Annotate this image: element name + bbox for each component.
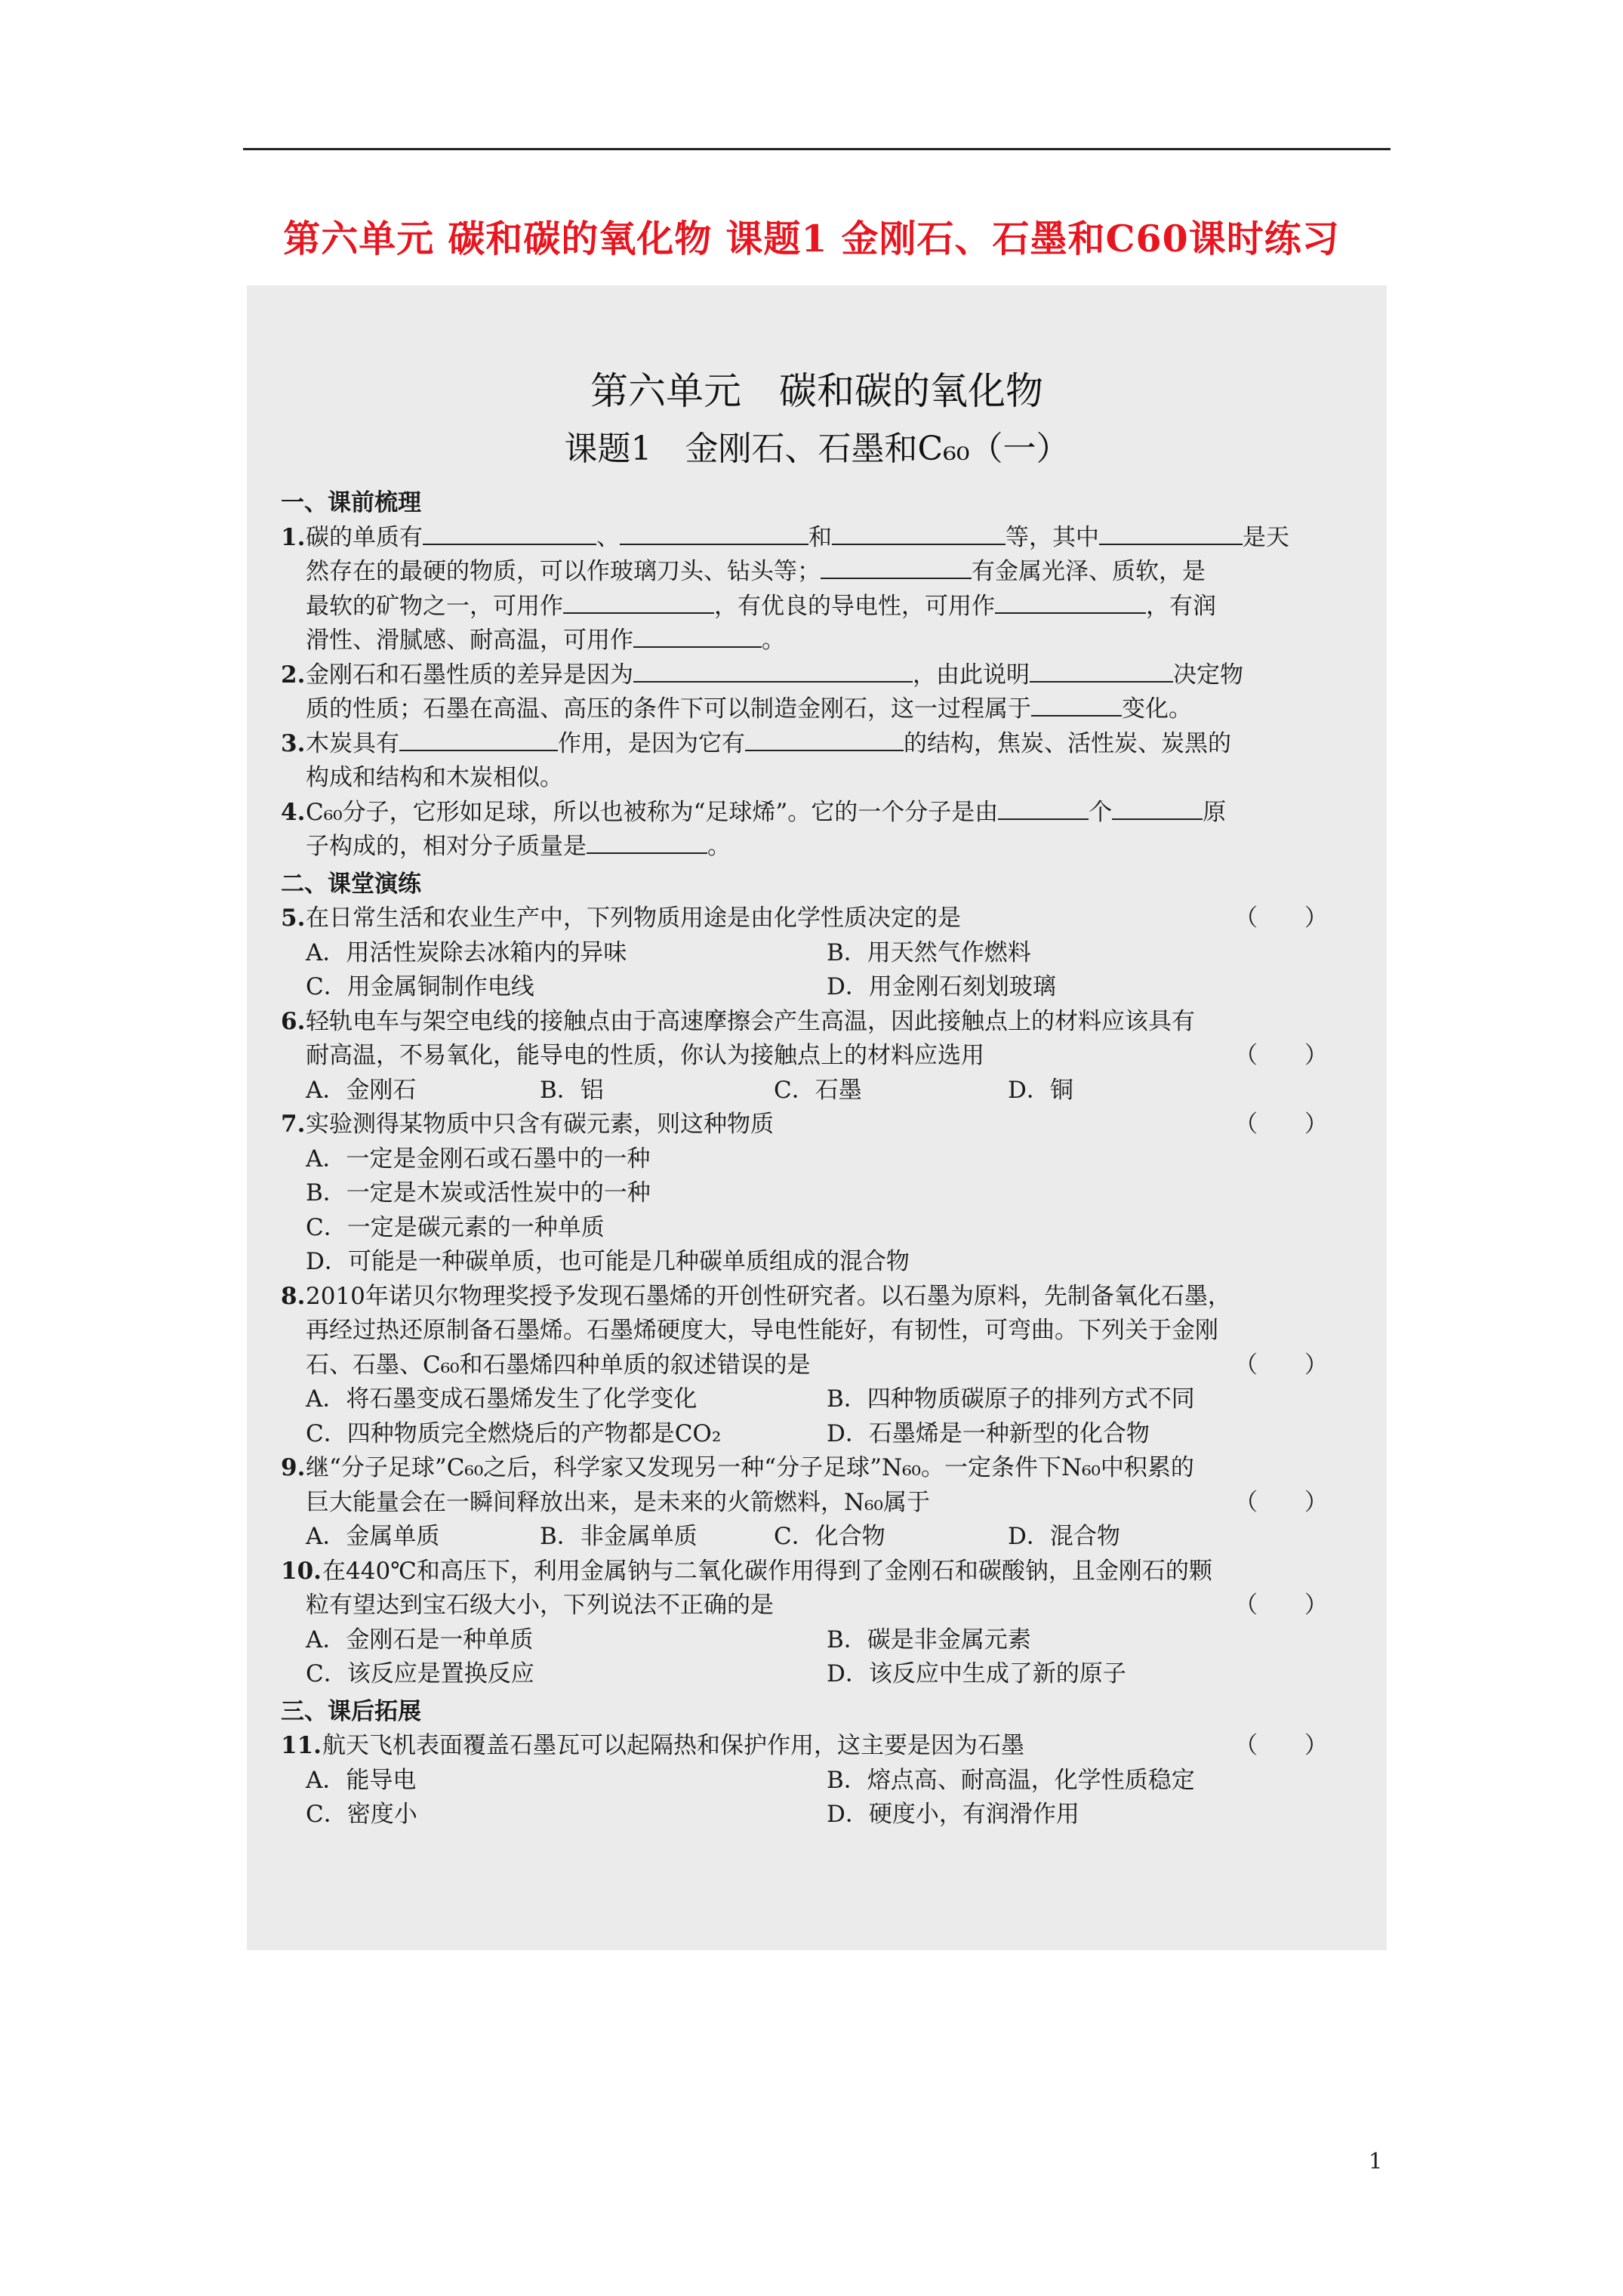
option-c: C．四种物质完全燃烧后的产物都是CO₂: [306, 1419, 722, 1447]
option-a: A．金属单质: [306, 1523, 440, 1550]
unit-title: 第六单元 碳和碳的氧化物: [590, 369, 1043, 413]
blank: [995, 590, 1146, 614]
section-heading: 三、课后拓展: [281, 1697, 421, 1725]
answer-bracket: （ ）: [1234, 1111, 1328, 1138]
question-2: 2.金刚石和石墨性质的差异是因为 ，由此说明 决定物 质的性质；石墨在高温、高压的条件下可以制造金刚石，这一过程属于 变化。: [281, 658, 1334, 727]
blank: [633, 624, 762, 648]
question-10: 10.在440℃和高压下，利用金属钠与二氧化碳作用得到了金刚石和碳酸钠，且金刚石的颗 粒有望达到宝石级大小，下列说法不正确的是 （ ） A．金刚石是一种单质 B．碳是非金属元素 C．该反应是置换反应 D．该反应中生成了新的原子: [281, 1555, 1334, 1692]
question-number: 9.: [281, 1454, 306, 1481]
option-a: A．能导电: [306, 1766, 417, 1794]
blank: [1031, 692, 1122, 717]
question-number: 5.: [281, 905, 306, 932]
question-8: 8.2010年诺贝尔物理奖授予发现石墨烯的开创性研究者。以石墨为原料，先制备氧化石墨， 再经过热还原制备石墨烯。石墨烯硬度大，导电性能好，有韧性，可弯曲。下列关于金刚 石、石墨、C₆₀和石墨烯四种单质的叙述错误的是 （ ） A．将石墨变成石墨烯发生了化学变化 B．四种物质碳原子的排列方式不同 C．四种物质完全燃烧后的产物都是CO₂ D．石墨烯是一种新型的化合物: [281, 1280, 1334, 1452]
section-heading: 一、课前梳理: [281, 489, 421, 516]
option-b: B．碳是非金属元素: [827, 1626, 1031, 1653]
question-7: 7.实验测得某物质中只含有碳元素，则这种物质 （ ） A．一定是金刚石或石墨中的一种 B．一定是木炭或活性炭中的一种 C．一定是碳元素的一种单质 D．可能是一种碳单质，也可能是几种碳单质组成的混合物: [281, 1108, 1334, 1280]
option-c: C．一定是碳元素的一种单质: [306, 1213, 605, 1241]
question-6: 6.轻轨电车与架空电线的接触点由于高速摩擦会产生高温，因此接触点上的材料应该具有 耐高温，不易氧化，能导电的性质，你认为接触点上的材料应选用 （ ） A．金刚石 B．铝 C．石墨 D．铜: [281, 1005, 1334, 1108]
answer-bracket: （ ）: [1234, 1488, 1328, 1516]
option-d: D．混合物: [1008, 1523, 1120, 1550]
lesson-title: 课题1 金刚石、石墨和C₆₀（一）: [564, 430, 1070, 468]
blank: [998, 796, 1089, 820]
answer-bracket: （ ）: [1234, 905, 1328, 932]
option-a: A．用活性炭除去冰箱内的异味: [306, 938, 627, 966]
question-number: 8.: [281, 1282, 306, 1310]
option-a: A．金刚石: [306, 1076, 417, 1104]
section-heading: 二、课堂演练: [281, 870, 421, 898]
blank: [1099, 521, 1243, 545]
option-c: C．化合物: [774, 1523, 885, 1550]
question-3: 3.木炭具有 作用，是因为它有 的结构，焦炭、活性炭、炭黑的 构成和结构和木炭相似。: [281, 727, 1334, 796]
document-title: 第六单元 碳和碳的氧化物 课题1 金刚石、石墨和C60课时练习: [283, 217, 1340, 260]
blank: [633, 658, 913, 683]
option-b: B．一定是木炭或活性炭中的一种: [306, 1179, 651, 1207]
option-d: D．该反应中生成了新的原子: [827, 1660, 1126, 1687]
option-c: C．石墨: [774, 1076, 862, 1104]
blank: [423, 521, 596, 545]
option-a: A．将石墨变成石墨烯发生了化学变化: [306, 1385, 698, 1413]
answer-bracket: （ ）: [1234, 1732, 1328, 1759]
question-9: 9.继“分子足球”C₆₀之后，科学家又发现另一种“分子足球”N₆₀。一定条件下N₆₀中积累的 巨大能量会在一瞬间释放出来，是未来的火箭燃料，N₆₀属于 （ ） A．金属单质 B．非金属单质 C．化合物 D．混合物: [281, 1451, 1334, 1555]
question-5: 5.在日常生活和农业生产中，下列物质用途是由化学性质决定的是 （ ） A．用活性炭除去冰箱内的异味 B．用天然气作燃料 C．用金属铜制作电线 D．用金刚石刻划玻璃: [281, 901, 1334, 1005]
option-d: D．石墨烯是一种新型的化合物: [827, 1419, 1150, 1447]
option-a: A．一定是金刚石或石墨中的一种: [306, 1145, 651, 1173]
question-number: 2.: [281, 661, 306, 689]
answer-bracket: （ ）: [1234, 1592, 1328, 1619]
blank: [1112, 796, 1203, 820]
question-number: 11.: [281, 1732, 322, 1759]
answer-bracket: （ ）: [1234, 1042, 1328, 1069]
question-number: 1.: [281, 523, 306, 551]
blank: [399, 727, 558, 751]
question-number: 4.: [281, 798, 306, 826]
option-d: D．铜: [1008, 1076, 1073, 1104]
question-1: 1.碳的单质有 、 和 等，其中 是天 然存在的最硬的物质，可以作玻璃刀头、钻头等； 有金属光泽、质软，是 最软的矿物之一，可用作 ，有优良的导电性，可用作 ，有润 滑性、滑腻感、耐高温，可用作 。: [281, 521, 1334, 658]
question-11: 11.航天飞机表面覆盖石墨瓦可以起隔热和保护作用，这主要是因为石墨 （ ） A．能导电 B．熔点高、耐高温，化学性质稳定 C．密度小 D．硬度小，有润滑作用: [281, 1729, 1334, 1832]
option-b: B．非金属单质: [540, 1523, 698, 1550]
option-d: D．可能是一种碳单质，也可能是几种碳单质组成的混合物: [306, 1248, 910, 1275]
option-a: A．金刚石是一种单质: [306, 1626, 534, 1653]
answer-bracket: （ ）: [1234, 1351, 1328, 1379]
blank: [1030, 658, 1173, 683]
question-number: 7.: [281, 1111, 306, 1138]
blank: [745, 727, 904, 751]
blank: [620, 521, 808, 545]
option-b: B．用天然气作燃料: [827, 938, 1031, 966]
header-rule: [243, 148, 1390, 150]
option-c: C．密度小: [306, 1801, 417, 1828]
option-c: C．用金属铜制作电线: [306, 973, 534, 1000]
option-d: D．用金刚石刻划玻璃: [827, 973, 1056, 1000]
blank: [821, 555, 972, 579]
option-b: B．铝: [540, 1076, 604, 1104]
blank: [563, 590, 714, 614]
question-number: 10.: [281, 1557, 322, 1585]
question-number: 3.: [281, 729, 306, 757]
blank: [587, 830, 707, 854]
option-b: B．四种物质碳原子的排列方式不同: [827, 1385, 1195, 1413]
question-4: 4.C₆₀分子，它形如足球，所以也被称为“足球烯”。它的一个分子是由 个 原 子构成的，相对分子质量是 。: [281, 796, 1334, 864]
option-d: D．硬度小，有润滑作用: [827, 1801, 1079, 1828]
option-c: C．该反应是置换反应: [306, 1660, 534, 1687]
option-b: B．熔点高、耐高温，化学性质稳定: [827, 1766, 1195, 1794]
blank: [832, 521, 1006, 545]
question-number: 6.: [281, 1007, 306, 1035]
page-number: 1: [1369, 2148, 1383, 2174]
worksheet-body: [281, 483, 1334, 1832]
scanned-worksheet: [247, 285, 1387, 1950]
